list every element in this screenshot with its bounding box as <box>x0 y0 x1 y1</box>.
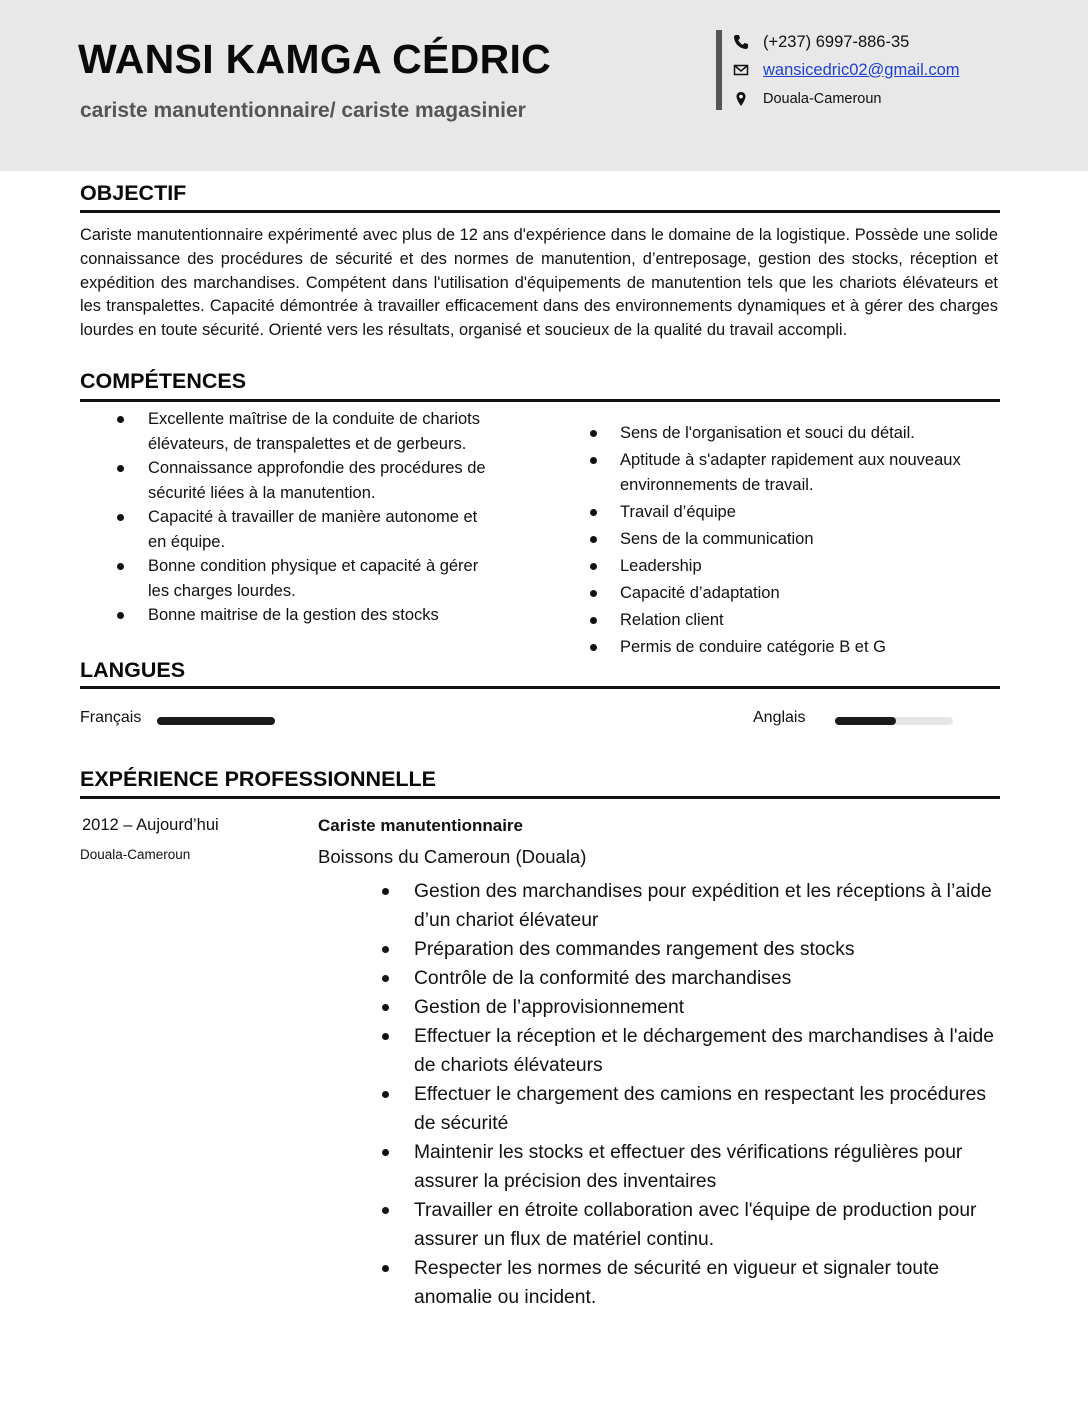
language-name-english: Anglais <box>753 709 806 726</box>
phone-icon <box>733 34 749 50</box>
objective-text: Cariste manutentionnaire expérimenté avec plus de 12 ans d'expérience dans le domaine de la logistique. Possède une solide connaissance des procédures de sécurité et des normes de manutention, d’entreposage, gestion des stocks, réception et expédition des marchandises. Compétent dans l'utilisation d'équipements de manutention tels que les chariots élévateurs et les transpalettes. Capacité démontrée à travailler efficacement dans des environnements dynamiques et à gérer des charges lourdes en toute sécurité. Orienté vers les résultats, organisé et soucieux de la qualité du travail accompli. <box>80 226 998 340</box>
list-item: Excellente maîtrise de la conduite de chariots élévateurs, de transpalettes et de gerbeurs. <box>148 407 493 456</box>
job-subtitle: cariste manutentionnaire/ cariste magasinier <box>80 99 526 122</box>
list-item: Gestion des marchandises pour expédition et les réceptions à l’aide d’un chariot élévateur <box>414 877 1004 935</box>
skills-list-left <box>148 407 493 628</box>
envelope-icon <box>733 62 749 78</box>
phone-number: (+237) 6997-886-35 <box>763 32 910 51</box>
skills-rule <box>80 399 1000 402</box>
list-item: Sens de la communication <box>620 527 1000 552</box>
list-item: Effectuer la réception et le déchargement des marchandises à l'aide de chariots élévateurs <box>414 1022 1004 1080</box>
list-item: Sens de l'organisation et souci du détail. <box>620 421 1000 446</box>
list-item: Aptitude à s'adapter rapidement aux nouveaux environnements de travail. <box>620 448 1000 497</box>
languages-rule <box>80 686 1000 689</box>
list-item: Respecter les normes de sécurité en vigueur et signaler toute anomalie ou incident. <box>414 1254 1004 1312</box>
list-item: Bonne condition physique et capacité à gérer les charges lourdes. <box>148 554 493 603</box>
contact-divider <box>716 30 722 110</box>
map-pin-icon <box>733 91 749 107</box>
language-level-fill-english <box>835 717 896 725</box>
list-item: Permis de conduire catégorie B et G <box>620 635 1000 660</box>
job-dates: 2012 – Aujourd’hui <box>82 816 219 834</box>
objective-heading: OBJECTIF <box>80 181 187 205</box>
list-item: Gestion de l’approvisionnement <box>414 993 1004 1022</box>
email-link[interactable]: wansicedric02@gmail.com <box>763 60 960 79</box>
skills-heading: COMPÉTENCES <box>80 369 247 393</box>
list-item: Effectuer le chargement des camions en respectant les procédures de sécurité <box>414 1080 1004 1138</box>
job-tasks-list <box>414 877 1004 1312</box>
language-name-french: Français <box>80 709 142 726</box>
header-band <box>0 0 1088 171</box>
list-item: Leadership <box>620 554 1000 579</box>
contact-location <box>733 87 881 111</box>
objective-rule <box>80 210 1000 213</box>
candidate-name: WANSI KAMGA CÉDRIC <box>78 36 552 82</box>
list-item: Maintenir les stocks et effectuer des vérifications régulières pour assurer la précision des inventaires <box>414 1138 1004 1196</box>
list-item: Capacité à travailler de manière autonome et en équipe. <box>148 505 493 554</box>
languages-heading: LANGUES <box>80 658 186 682</box>
list-item: Capacité d’adaptation <box>620 581 1000 606</box>
language-level-bar-french <box>157 717 275 725</box>
contact-phone <box>733 30 909 54</box>
list-item: Relation client <box>620 608 1000 633</box>
experience-heading: EXPÉRIENCE PROFESSIONNELLE <box>80 767 437 791</box>
list-item: Travail d’équipe <box>620 500 1000 525</box>
skills-list-right <box>620 421 1000 662</box>
location-text: Douala-Cameroun <box>763 91 882 107</box>
language-level-fill-french <box>157 717 275 725</box>
list-item: Connaissance approfondie des procédures de sécurité liées à la manutention. <box>148 456 493 505</box>
language-level-bar-english <box>835 717 953 725</box>
experience-rule <box>80 796 1000 799</box>
job-company: Boissons du Cameroun (Douala) <box>318 846 587 867</box>
job-location: Douala-Cameroun <box>80 847 191 862</box>
list-item: Contrôle de la conformité des marchandises <box>414 964 1004 993</box>
list-item: Travailler en étroite collaboration avec l'équipe de production pour assurer un flux de matériel continu. <box>414 1196 1004 1254</box>
job-role: Cariste manutentionnaire <box>318 816 523 835</box>
list-item: Préparation des commandes rangement des stocks <box>414 935 1004 964</box>
contact-email <box>733 58 960 82</box>
list-item: Bonne maitrise de la gestion des stocks <box>148 603 493 628</box>
